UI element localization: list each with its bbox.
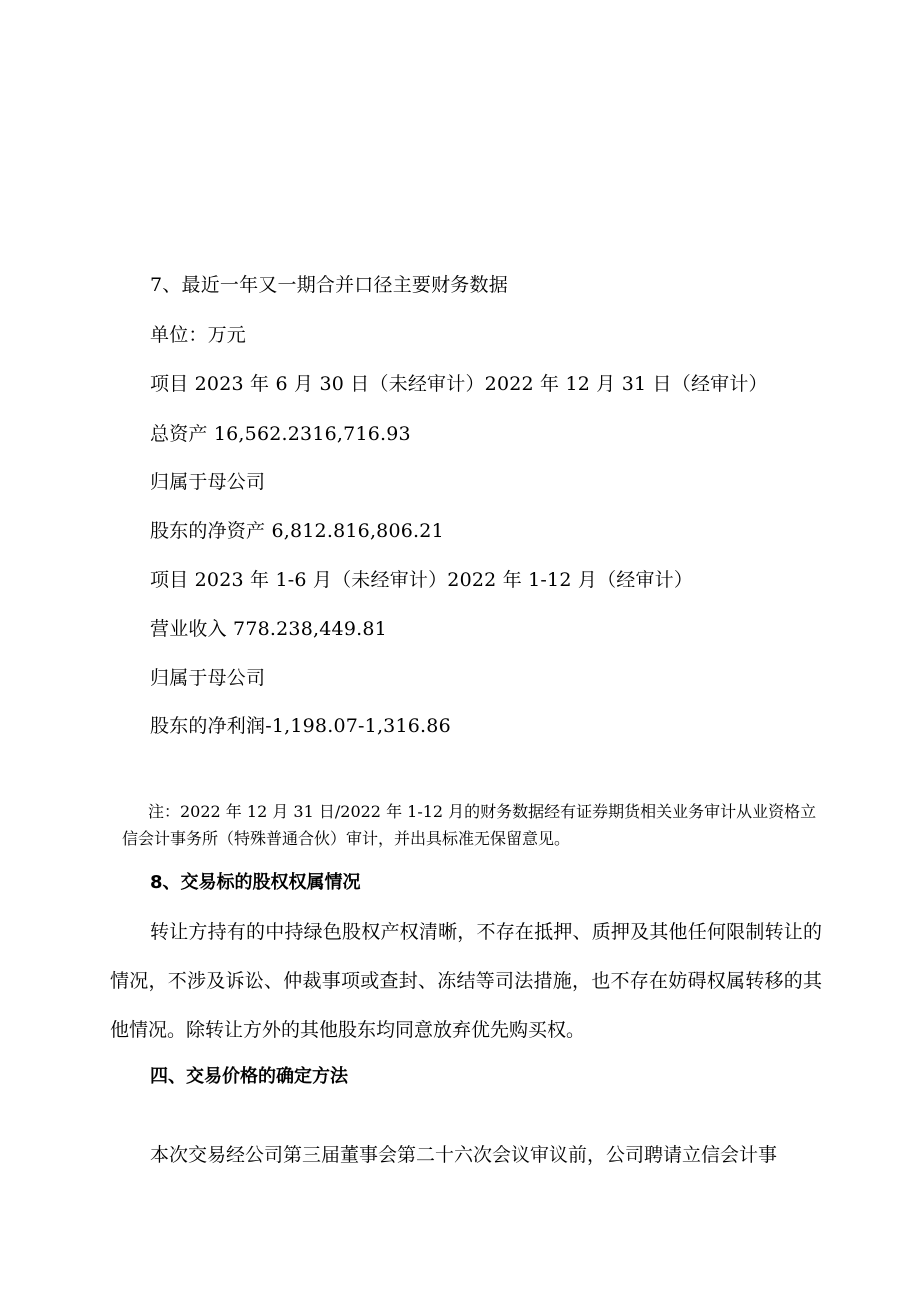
unit-label: 单位：万元 <box>150 324 247 346</box>
total-assets-row: 总资产 16,562.2316,716.93 <box>150 423 411 445</box>
parent-company-label: 归属于母公司 <box>150 667 266 689</box>
net-profit-row: 股东的净利润-1,198.07-1,316.86 <box>150 715 451 737</box>
section-4-heading: 四、交易价格的确定方法 <box>150 1066 348 1087</box>
section-4-body: 本次交易经公司第三届董事会第二十六次会议审议前，公司聘请立信会计事 <box>150 1144 778 1166</box>
section-8-body: 转让方持有的中持绿色股权产权清晰，不存在抵押、质押及其他任何限制转让的情况，不涉及诉讼、仲裁事项或查封、冻结等司法措施，也不存在妨碍权属转移的其他情况。除转让方外的其他股东均同意放弃优先购买权。 <box>110 921 822 1041</box>
net-assets-row: 股东的净资产 6,812.816,806.21 <box>150 520 444 542</box>
section-8-heading: 8、交易标的股权权属情况 <box>150 872 361 893</box>
income-statement-header: 项目 2023 年 1-6 月（未经审计）2022 年 1-12 月（经审计） <box>150 569 694 591</box>
audit-note: 注：2022 年 12 月 31 日/2022 年 1-12 月的财务数据经有证券期货相关业务审计从业资格立信会计事务所（特殊普通合伙）审计，并出具标准无保留意见。 <box>122 802 817 848</box>
parent-company-label: 归属于母公司 <box>150 471 266 493</box>
revenue-row: 营业收入 778.238,449.81 <box>150 618 387 640</box>
section-7-title: 7、最近一年又一期合并口径主要财务数据 <box>150 274 508 296</box>
balance-sheet-header: 项目 2023 年 6 月 30 日（未经审计）2022 年 12 月 31 日（经审计） <box>150 373 768 395</box>
